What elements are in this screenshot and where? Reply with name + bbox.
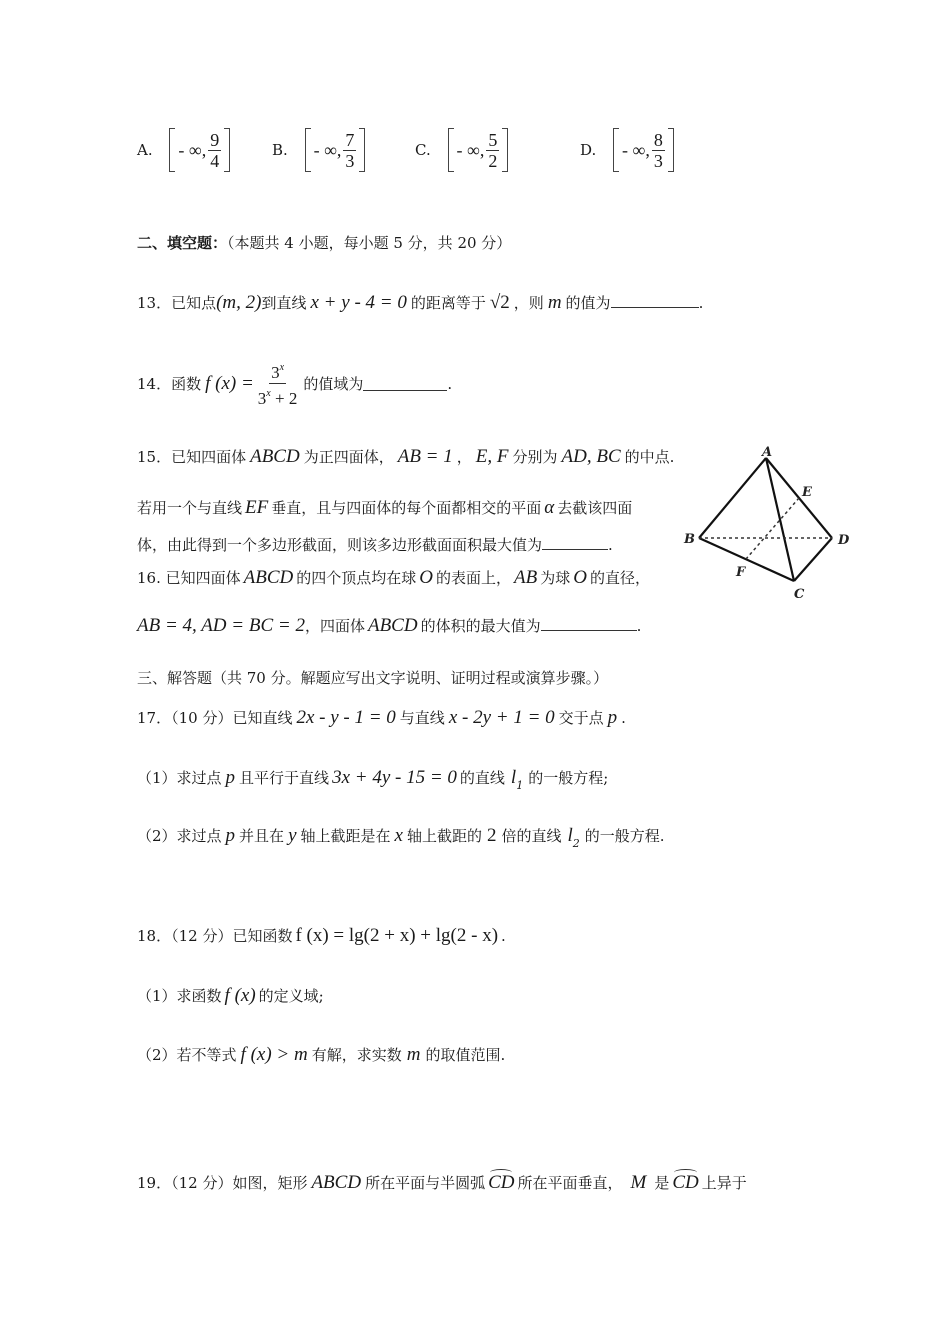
- label-c: C: [794, 587, 805, 602]
- choice-c: [415, 128, 508, 172]
- arc-cd: CD: [488, 1172, 515, 1193]
- label-a: A: [762, 446, 773, 460]
- interval: - ∞, $\frac{9}{4}$: [169, 128, 230, 172]
- question-15-line-1: 15．已知四面体 ABCD 为正四面体， AB = 1 ， E, F 分别为 AD, BC 的中点.: [137, 446, 675, 467]
- question-17: 17．（10 分）已知直线 2x - y - 1 = 0 与直线 x - 2y + 1 = 0 交于点 p .: [137, 707, 626, 728]
- edge-ab: [699, 458, 766, 538]
- choice-a: [137, 128, 230, 172]
- question-18-part-2: （2）若不等式 f (x) > m 有解，求实数 m 的取值范围.: [137, 1044, 506, 1065]
- question-15-line-2: 若用一个与直线 EF 垂直，且与四面体的每个面都相交的平面 α 去截该四面: [137, 497, 633, 518]
- choice-d: [580, 128, 674, 172]
- label-b: B: [684, 532, 695, 547]
- interval: - ∞, $\frac{5}{2}$: [448, 128, 509, 172]
- edge-bc: [699, 538, 794, 581]
- question-16-line-1: 16. 已知四面体 ABCD 的四个顶点均在球 O 的表面上， AB 为球 O 的直径，: [137, 567, 650, 588]
- edge-cd: [794, 538, 832, 581]
- interval: - ∞, $\frac{7}{3}$: [305, 128, 366, 172]
- choice-letter: D.: [580, 141, 597, 159]
- answer-blank[interactable]: [363, 376, 447, 391]
- choice-letter: C.: [415, 141, 431, 159]
- label-e: E: [802, 485, 812, 500]
- arc-cd: CD: [672, 1172, 699, 1193]
- question-15-line-3: 体，由此得到一个多边形截面，则该多边形截面面积最大值为 .: [137, 536, 613, 554]
- label-f: F: [736, 565, 746, 580]
- question-18: 18．（12 分）已知函数 f (x) = lg(2 + x) + lg(2 - x) .: [137, 925, 506, 946]
- segment-ef: [746, 498, 799, 559]
- fraction: $\frac{3^x}{3^x + 2}$: [256, 358, 300, 409]
- interval: - ∞, $\frac{8}{3}$: [613, 128, 674, 172]
- section-2-heading: 二、填空题：（本题共 4 小题，每小题 5 分，共 20 分）: [137, 234, 512, 252]
- answer-blank[interactable]: [541, 616, 637, 631]
- question-13: 13．已知点(m, 2)到直线 x + y - 4 = 0 的距离等于 √2 ，则 m 的值为 .: [137, 292, 704, 313]
- tetrahedron-figure: [682, 446, 854, 604]
- answer-blank[interactable]: [542, 535, 608, 550]
- question-19: 19．（12 分）如图，矩形 ABCD 所在平面与半圆弧 CD 所在平面垂直， M 是 CD 上异于: [137, 1172, 747, 1193]
- question-17-part-1: （1）求过点 p 且平行于直线 3x + 4y - 15 = 0 的直线 $l_1$ 的一般方程;: [137, 767, 609, 792]
- choice-letter: B.: [272, 141, 288, 159]
- question-17-part-2: （2）求过点 p 并且在 y 轴上截距是在 x 轴上截距的 2 倍的直线 $l_2$ 的一般方程.: [137, 825, 665, 850]
- question-16-line-2: AB = 4, AD = BC = 2，四面体 ABCD 的体积的最大值为 .: [137, 615, 642, 636]
- choice-letter: A.: [137, 141, 153, 159]
- question-18-part-1: （1）求函数 f (x) 的定义域;: [137, 985, 324, 1006]
- label-d: D: [838, 533, 850, 548]
- choice-b: [272, 128, 365, 172]
- question-14: 14．函数 f (x) = $\frac{3^x}{3^x + 2}$ 的值域为 .: [137, 358, 452, 409]
- section-3-heading: 三、解答题（共 70 分。解题应写出文字说明、证明过程或演算步骤。）: [137, 669, 609, 687]
- answer-blank[interactable]: [611, 293, 699, 308]
